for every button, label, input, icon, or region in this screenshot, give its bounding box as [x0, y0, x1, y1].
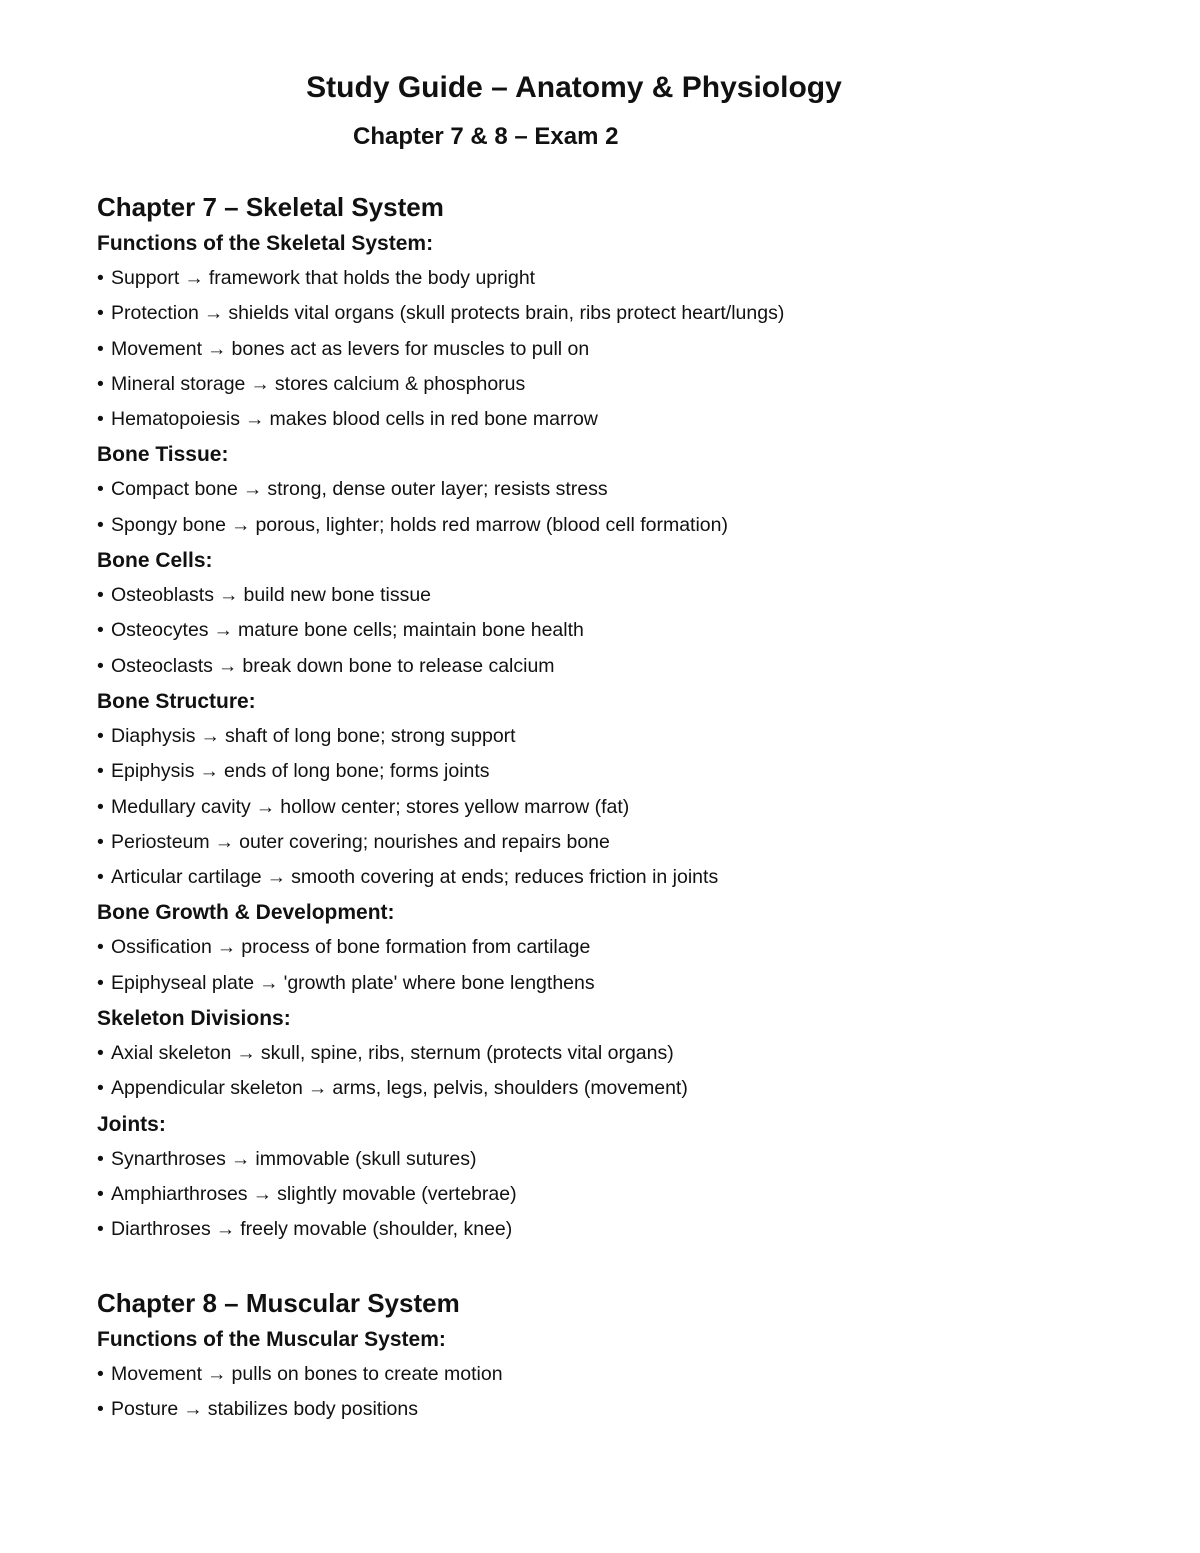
- item-term: Diarthroses: [111, 1218, 211, 1241]
- item-description: pulls on bones to create motion: [231, 1362, 503, 1385]
- list-item: [97, 472, 1157, 507]
- item-description: smooth covering at ends; reduces friction in joints: [291, 866, 719, 889]
- arrow-right-icon: →: [216, 936, 237, 959]
- bullet-icon: •: [97, 866, 104, 889]
- section: [97, 1322, 1157, 1428]
- bullet-icon: •: [97, 830, 104, 853]
- bullet-icon: •: [97, 584, 104, 607]
- list-item: [97, 1036, 1157, 1071]
- section-title: Bone Growth & Development:: [97, 901, 395, 925]
- item-description: bones act as levers for muscles to pull on: [231, 337, 590, 360]
- list-item: [97, 649, 1157, 684]
- list-item: [97, 1071, 1157, 1106]
- bullet-icon: •: [97, 724, 104, 747]
- arrow-right-icon: →: [307, 1077, 328, 1100]
- bullet-icon: •: [97, 1147, 104, 1170]
- item-term: Periosteum: [111, 830, 210, 853]
- item-description: stabilizes body positions: [207, 1397, 418, 1420]
- list-item: [97, 402, 1157, 437]
- bullet-icon: •: [97, 267, 104, 289]
- arrow-right-icon: →: [184, 267, 204, 289]
- bullet-icon: •: [97, 478, 104, 501]
- list-item: [97, 1177, 1157, 1212]
- item-term: Support: [111, 267, 180, 289]
- list-item: [97, 825, 1157, 860]
- list-item: [97, 966, 1157, 1001]
- bullet-icon: •: [97, 654, 104, 677]
- item-term: Osteoblasts: [111, 584, 214, 607]
- section: [97, 1107, 1157, 1248]
- bullet-icon: •: [97, 372, 104, 395]
- section-title: Skeleton Divisions:: [97, 1007, 291, 1031]
- chapter-title: Chapter 7 – Skeletal System: [97, 192, 444, 222]
- item-description: build new bone tissue: [243, 584, 432, 607]
- bullet-icon: •: [97, 1077, 104, 1100]
- item-term: Ossification: [111, 936, 212, 959]
- section-title: Functions of the Muscular System:: [97, 1327, 446, 1351]
- section: [97, 895, 1157, 1001]
- item-description: process of bone formation from cartilage: [241, 936, 591, 959]
- item-description: porous, lighter; holds red marrow (blood cell formation): [255, 513, 728, 536]
- item-description: 'growth plate' where bone lengthens: [283, 971, 595, 994]
- item-term: Epiphysis: [111, 760, 195, 783]
- arrow-right-icon: →: [215, 1218, 236, 1241]
- bullet-icon: •: [97, 302, 104, 325]
- list-item: [97, 719, 1157, 754]
- item-term: Articular cartilage: [111, 866, 262, 889]
- document-title: Study Guide – Anatomy & Physiology: [306, 71, 842, 104]
- bullet-icon: •: [97, 1182, 104, 1205]
- arrow-right-icon: →: [217, 654, 238, 677]
- chapter-1: [97, 188, 1157, 1248]
- arrow-right-icon: →: [207, 337, 227, 360]
- section-title: Joints:: [97, 1112, 166, 1136]
- list-item: [97, 1357, 1157, 1392]
- list-item: [97, 508, 1157, 543]
- section: [97, 543, 1157, 684]
- list-item: [97, 1392, 1157, 1427]
- list-item: [97, 332, 1157, 367]
- item-term: Synarthroses: [111, 1147, 226, 1170]
- item-description: hollow center; stores yellow marrow (fat): [280, 795, 630, 818]
- arrow-right-icon: →: [242, 478, 263, 501]
- list-item: [97, 754, 1157, 789]
- item-description: shields vital organs (skull protects brain, ribs protect heart/lungs): [228, 302, 785, 325]
- item-description: skull, spine, ribs, sternum (protects vital organs): [260, 1042, 674, 1065]
- bullet-icon: •: [97, 936, 104, 959]
- arrow-right-icon: →: [244, 408, 265, 431]
- list-item: [97, 578, 1157, 613]
- item-term: Epiphyseal plate: [111, 971, 255, 994]
- list-item: [97, 261, 1157, 296]
- list-item: [97, 790, 1157, 825]
- bullet-icon: •: [97, 1042, 104, 1065]
- item-description: arms, legs, pelvis, shoulders (movement): [332, 1077, 688, 1100]
- section-title: Bone Tissue:: [97, 443, 229, 467]
- item-term: Osteoclasts: [111, 654, 213, 677]
- chapter-title: Chapter 8 – Muscular System: [97, 1287, 460, 1318]
- section-title: Bone Structure:: [97, 689, 256, 713]
- bullet-icon: •: [97, 408, 104, 431]
- arrow-right-icon: →: [203, 302, 224, 325]
- list-item: [97, 1142, 1157, 1177]
- arrow-right-icon: →: [255, 795, 276, 818]
- arrow-right-icon: →: [207, 1362, 227, 1385]
- arrow-right-icon: →: [183, 1397, 203, 1420]
- bullet-icon: •: [97, 971, 104, 994]
- list-item: [97, 613, 1157, 648]
- arrow-right-icon: →: [199, 760, 219, 783]
- item-term: Hematopoiesis: [111, 408, 240, 431]
- arrow-right-icon: →: [230, 1147, 251, 1170]
- arrow-right-icon: →: [266, 866, 287, 889]
- section: [97, 684, 1157, 895]
- item-description: framework that holds the body upright: [208, 267, 536, 289]
- item-term: Compact bone: [111, 478, 238, 501]
- section-title: Functions of the Skeletal System:: [97, 232, 434, 255]
- bullet-icon: •: [97, 619, 104, 642]
- arrow-right-icon: →: [252, 1182, 273, 1205]
- item-term: Osteocytes: [111, 619, 209, 642]
- bullet-icon: •: [97, 513, 104, 536]
- item-description: break down bone to release calcium: [242, 654, 555, 677]
- item-description: makes blood cells in red bone marrow: [269, 408, 598, 431]
- arrow-right-icon: →: [230, 513, 251, 536]
- bullet-icon: •: [97, 760, 104, 783]
- section: [97, 226, 1157, 437]
- bullet-icon: •: [97, 1362, 104, 1385]
- item-description: stores calcium & phosphorus: [274, 372, 526, 395]
- document-subtitle: Chapter 7 & 8 – Exam 2: [353, 123, 619, 150]
- bullet-icon: •: [97, 795, 104, 818]
- arrow-right-icon: →: [200, 724, 221, 747]
- item-description: ends of long bone; forms joints: [223, 760, 490, 783]
- item-description: freely movable (shoulder, knee): [240, 1218, 513, 1241]
- item-description: shaft of long bone; strong support: [225, 724, 516, 747]
- item-term: Diaphysis: [111, 724, 196, 747]
- item-term: Movement: [111, 337, 203, 360]
- arrow-right-icon: →: [236, 1042, 256, 1065]
- section-title: Bone Cells:: [97, 549, 213, 573]
- arrow-right-icon: →: [213, 619, 234, 642]
- arrow-right-icon: →: [214, 830, 235, 853]
- item-description: slightly movable (vertebrae): [277, 1182, 517, 1205]
- item-term: Mineral storage: [111, 372, 246, 395]
- item-term: Medullary cavity: [111, 795, 251, 818]
- section: [97, 437, 1157, 543]
- list-item: [97, 296, 1157, 331]
- chapter-2: [97, 1284, 1157, 1428]
- item-term: Posture: [111, 1397, 179, 1420]
- bullet-icon: •: [97, 337, 104, 360]
- document-content: [97, 188, 1157, 1427]
- section: [97, 1001, 1157, 1107]
- item-term: Spongy bone: [111, 513, 226, 536]
- item-description: immovable (skull sutures): [255, 1147, 477, 1170]
- arrow-right-icon: →: [218, 584, 239, 607]
- item-description: mature bone cells; maintain bone health: [238, 619, 584, 642]
- item-term: Protection: [111, 302, 199, 325]
- list-item: [97, 860, 1157, 895]
- item-description: strong, dense outer layer; resists stress: [267, 478, 608, 501]
- list-item: [97, 930, 1157, 965]
- bullet-icon: •: [97, 1397, 104, 1420]
- arrow-right-icon: →: [250, 372, 270, 395]
- bullet-icon: •: [97, 1218, 104, 1241]
- item-term: Axial skeleton: [111, 1042, 232, 1065]
- item-description: outer covering; nourishes and repairs bone: [239, 830, 610, 853]
- item-term: Appendicular skeleton: [111, 1077, 303, 1100]
- list-item: [97, 367, 1157, 402]
- item-term: Movement: [111, 1362, 203, 1385]
- item-term: Amphiarthroses: [111, 1182, 248, 1205]
- arrow-right-icon: →: [259, 971, 279, 994]
- list-item: [97, 1212, 1157, 1247]
